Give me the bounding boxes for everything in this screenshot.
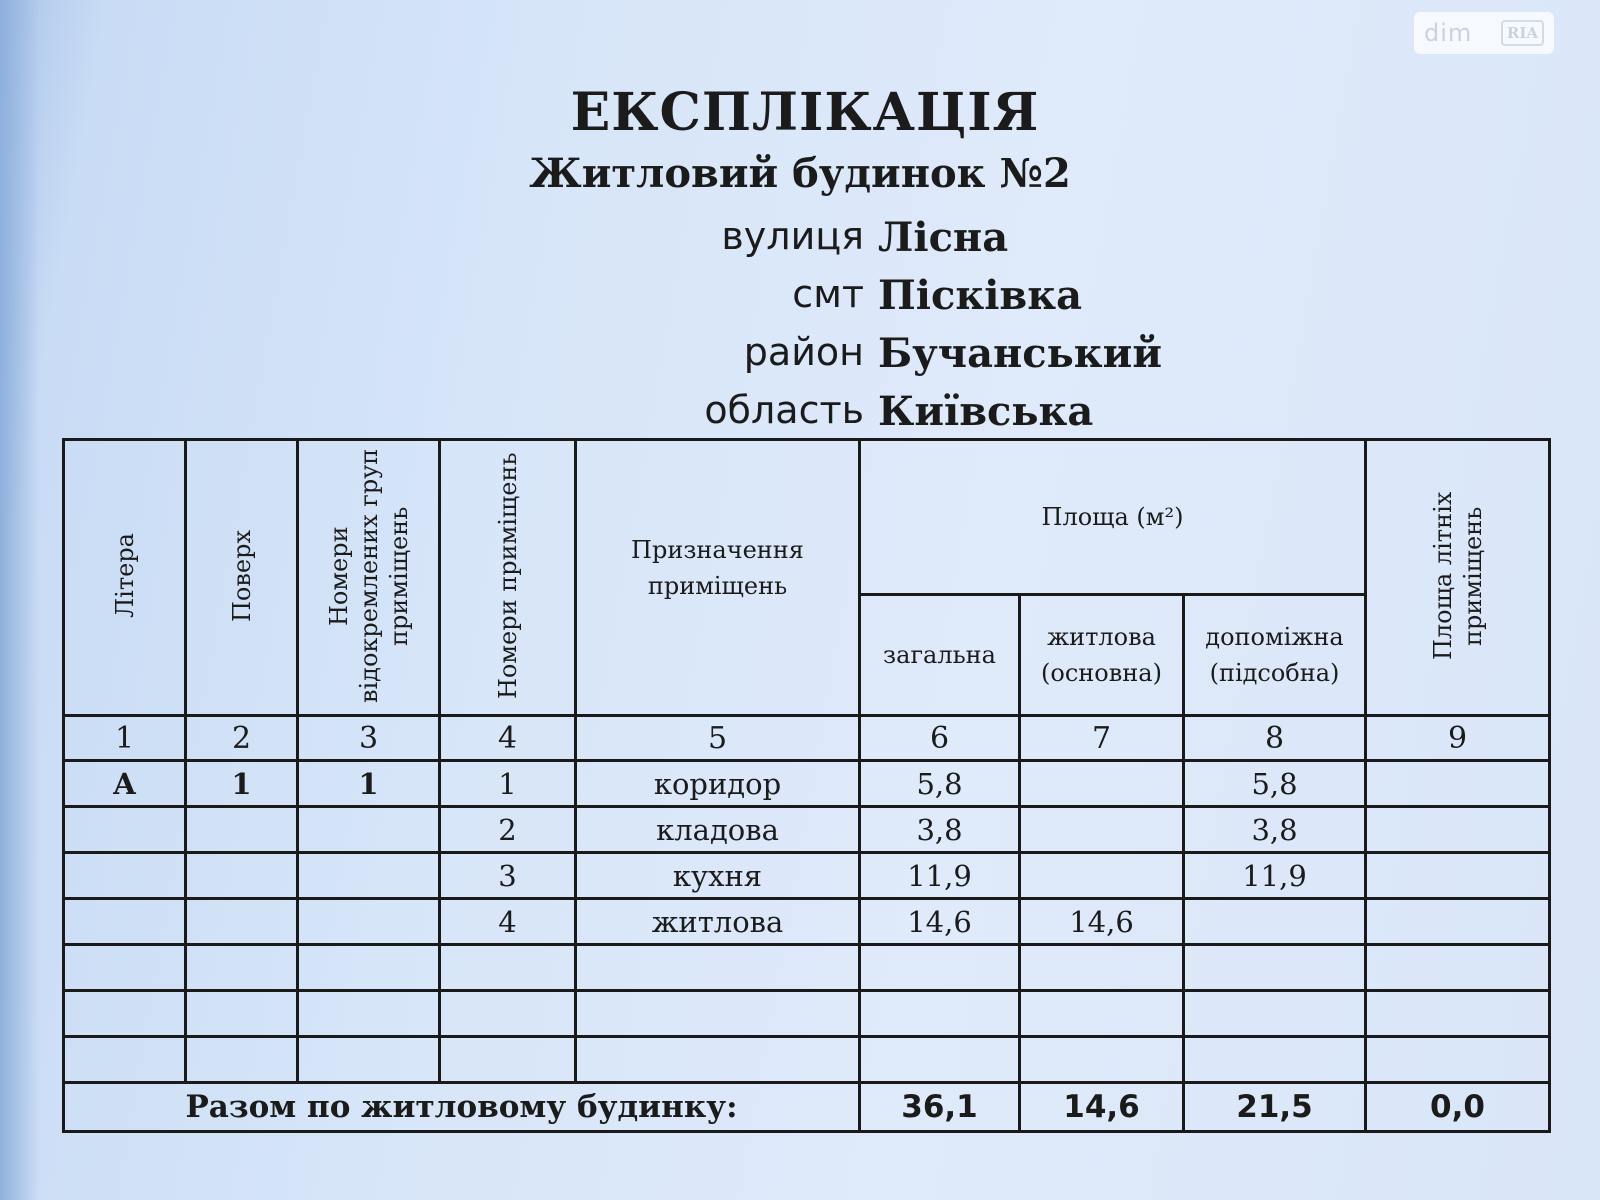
empty-cell — [64, 991, 186, 1037]
col-header-purpose-text: Призначення приміщень — [631, 535, 804, 600]
cell-summer — [1366, 899, 1550, 945]
table-header-row-1 — [64, 440, 1550, 595]
empty-cell — [298, 1037, 440, 1083]
cell-aux — [1184, 899, 1366, 945]
cell-aux: 11,9 — [1184, 853, 1366, 899]
address-street-label: вулиця — [721, 214, 864, 258]
cell-living — [1020, 761, 1184, 807]
col-header-poverkh — [186, 440, 298, 716]
col-header-auxiliary-text: допоміжна (підсобна) — [1205, 623, 1344, 687]
empty-cell — [860, 991, 1020, 1037]
explication-table — [62, 438, 1551, 1133]
cell-group — [298, 807, 440, 853]
cell-total: 14,6 — [860, 899, 1020, 945]
cell-aux: 5,8 — [1184, 761, 1366, 807]
empty-cell — [1020, 945, 1184, 991]
col-header-area — [860, 440, 1366, 595]
col-header-groups — [298, 440, 440, 716]
cell-total: 3,8 — [860, 807, 1020, 853]
col-header-rooms-text: Номери приміщень — [493, 452, 522, 699]
col-header-litera — [64, 440, 186, 716]
table-row — [64, 853, 1550, 899]
col-number: 3 — [298, 716, 440, 761]
col-header-total-text: загальна — [883, 641, 996, 669]
cell-purpose: житлова — [576, 899, 860, 945]
col-number: 9 — [1366, 716, 1550, 761]
document-title: ЕКСПЛІКАЦІЯ — [570, 82, 1040, 143]
cell-room: 2 — [440, 807, 576, 853]
empty-table-row — [64, 991, 1550, 1037]
empty-cell — [1366, 991, 1550, 1037]
total-area-living: 14,6 — [1020, 1083, 1184, 1132]
address-settlement-value: Пісківка — [878, 272, 1083, 319]
watermark-dim-text: dim — [1424, 19, 1473, 47]
table-row — [64, 761, 1550, 807]
cell-living — [1020, 807, 1184, 853]
cell-summer — [1366, 853, 1550, 899]
address-region — [0, 388, 1600, 438]
empty-cell — [1020, 991, 1184, 1037]
col-header-living — [1020, 595, 1184, 716]
empty-cell — [440, 945, 576, 991]
empty-cell — [1366, 1037, 1550, 1083]
col-header-auxiliary — [1184, 595, 1366, 716]
cell-floor — [186, 853, 298, 899]
empty-cell — [576, 945, 860, 991]
empty-cell — [1184, 991, 1366, 1037]
table-row — [64, 807, 1550, 853]
table-row — [64, 899, 1550, 945]
col-header-litera-text: Літера — [110, 533, 139, 618]
watermark-ria-logo: RIA — [1501, 20, 1544, 46]
empty-cell — [1366, 945, 1550, 991]
col-number: 7 — [1020, 716, 1184, 761]
col-header-groups-text: Номери відокремлених груп приміщень — [324, 448, 413, 703]
col-header-rooms — [440, 440, 576, 716]
cell-purpose: коридор — [576, 761, 860, 807]
empty-cell — [1020, 1037, 1184, 1083]
address-district-label: район — [743, 330, 864, 374]
cell-purpose: кухня — [576, 853, 860, 899]
total-area-aux: 21,5 — [1184, 1083, 1366, 1132]
cell-room: 4 — [440, 899, 576, 945]
col-number: 8 — [1184, 716, 1366, 761]
empty-cell — [298, 991, 440, 1037]
cell-total: 5,8 — [860, 761, 1020, 807]
cell-floor: 1 — [186, 761, 298, 807]
cell-living: 14,6 — [1020, 899, 1184, 945]
empty-table-row — [64, 1037, 1550, 1083]
col-number: 2 — [186, 716, 298, 761]
cell-group — [298, 853, 440, 899]
col-header-poverkh-text: Поверх — [227, 529, 256, 622]
cell-purpose: кладова — [576, 807, 860, 853]
empty-cell — [64, 1037, 186, 1083]
cell-floor — [186, 807, 298, 853]
cell-room: 1 — [440, 761, 576, 807]
col-header-summer-text: Площа літніх приміщень — [1428, 491, 1487, 660]
empty-cell — [860, 1037, 1020, 1083]
col-header-purpose — [576, 440, 860, 716]
address-district-value: Бучанський — [878, 330, 1162, 377]
cell-group: 1 — [298, 761, 440, 807]
total-row — [64, 1083, 1550, 1132]
cell-litera: А — [64, 761, 186, 807]
cell-living — [1020, 853, 1184, 899]
empty-cell — [440, 1037, 576, 1083]
empty-cell — [576, 991, 860, 1037]
total-area-total: 36,1 — [860, 1083, 1020, 1132]
cell-litera — [64, 853, 186, 899]
cell-floor — [186, 899, 298, 945]
col-header-summer — [1366, 440, 1550, 716]
empty-cell — [64, 945, 186, 991]
col-number: 1 — [64, 716, 186, 761]
cell-litera — [64, 807, 186, 853]
col-header-area-text: Площа (м²) — [1041, 503, 1184, 531]
col-number: 4 — [440, 716, 576, 761]
cell-room: 3 — [440, 853, 576, 899]
cell-litera — [64, 899, 186, 945]
address-district — [0, 330, 1600, 380]
empty-cell — [440, 991, 576, 1037]
total-area-summer: 0,0 — [1366, 1083, 1550, 1132]
dimria-watermark — [1414, 12, 1554, 54]
empty-table-row — [64, 945, 1550, 991]
cell-summer — [1366, 807, 1550, 853]
cell-summer — [1366, 761, 1550, 807]
empty-cell — [1184, 945, 1366, 991]
address-settlement — [0, 272, 1600, 322]
document-subtitle: Житловий будинок №2 — [529, 150, 1071, 197]
total-label: Разом по житловому будинку: — [64, 1083, 860, 1132]
address-region-label: область — [704, 388, 864, 432]
col-number: 6 — [860, 716, 1020, 761]
col-header-total — [860, 595, 1020, 716]
address-region-value: Київська — [878, 388, 1094, 435]
col-header-living-text: житлова (основна) — [1041, 623, 1162, 687]
address-street — [0, 214, 1600, 264]
empty-cell — [860, 945, 1020, 991]
column-number-row — [64, 716, 1550, 761]
empty-cell — [576, 1037, 860, 1083]
empty-cell — [1184, 1037, 1366, 1083]
address-street-value: Лісна — [878, 214, 1009, 261]
cell-aux: 3,8 — [1184, 807, 1366, 853]
cell-total: 11,9 — [860, 853, 1020, 899]
empty-cell — [186, 991, 298, 1037]
empty-cell — [186, 1037, 298, 1083]
address-settlement-label: смт — [792, 272, 864, 316]
empty-cell — [298, 945, 440, 991]
empty-cell — [186, 945, 298, 991]
col-number: 5 — [576, 716, 860, 761]
cell-group — [298, 899, 440, 945]
